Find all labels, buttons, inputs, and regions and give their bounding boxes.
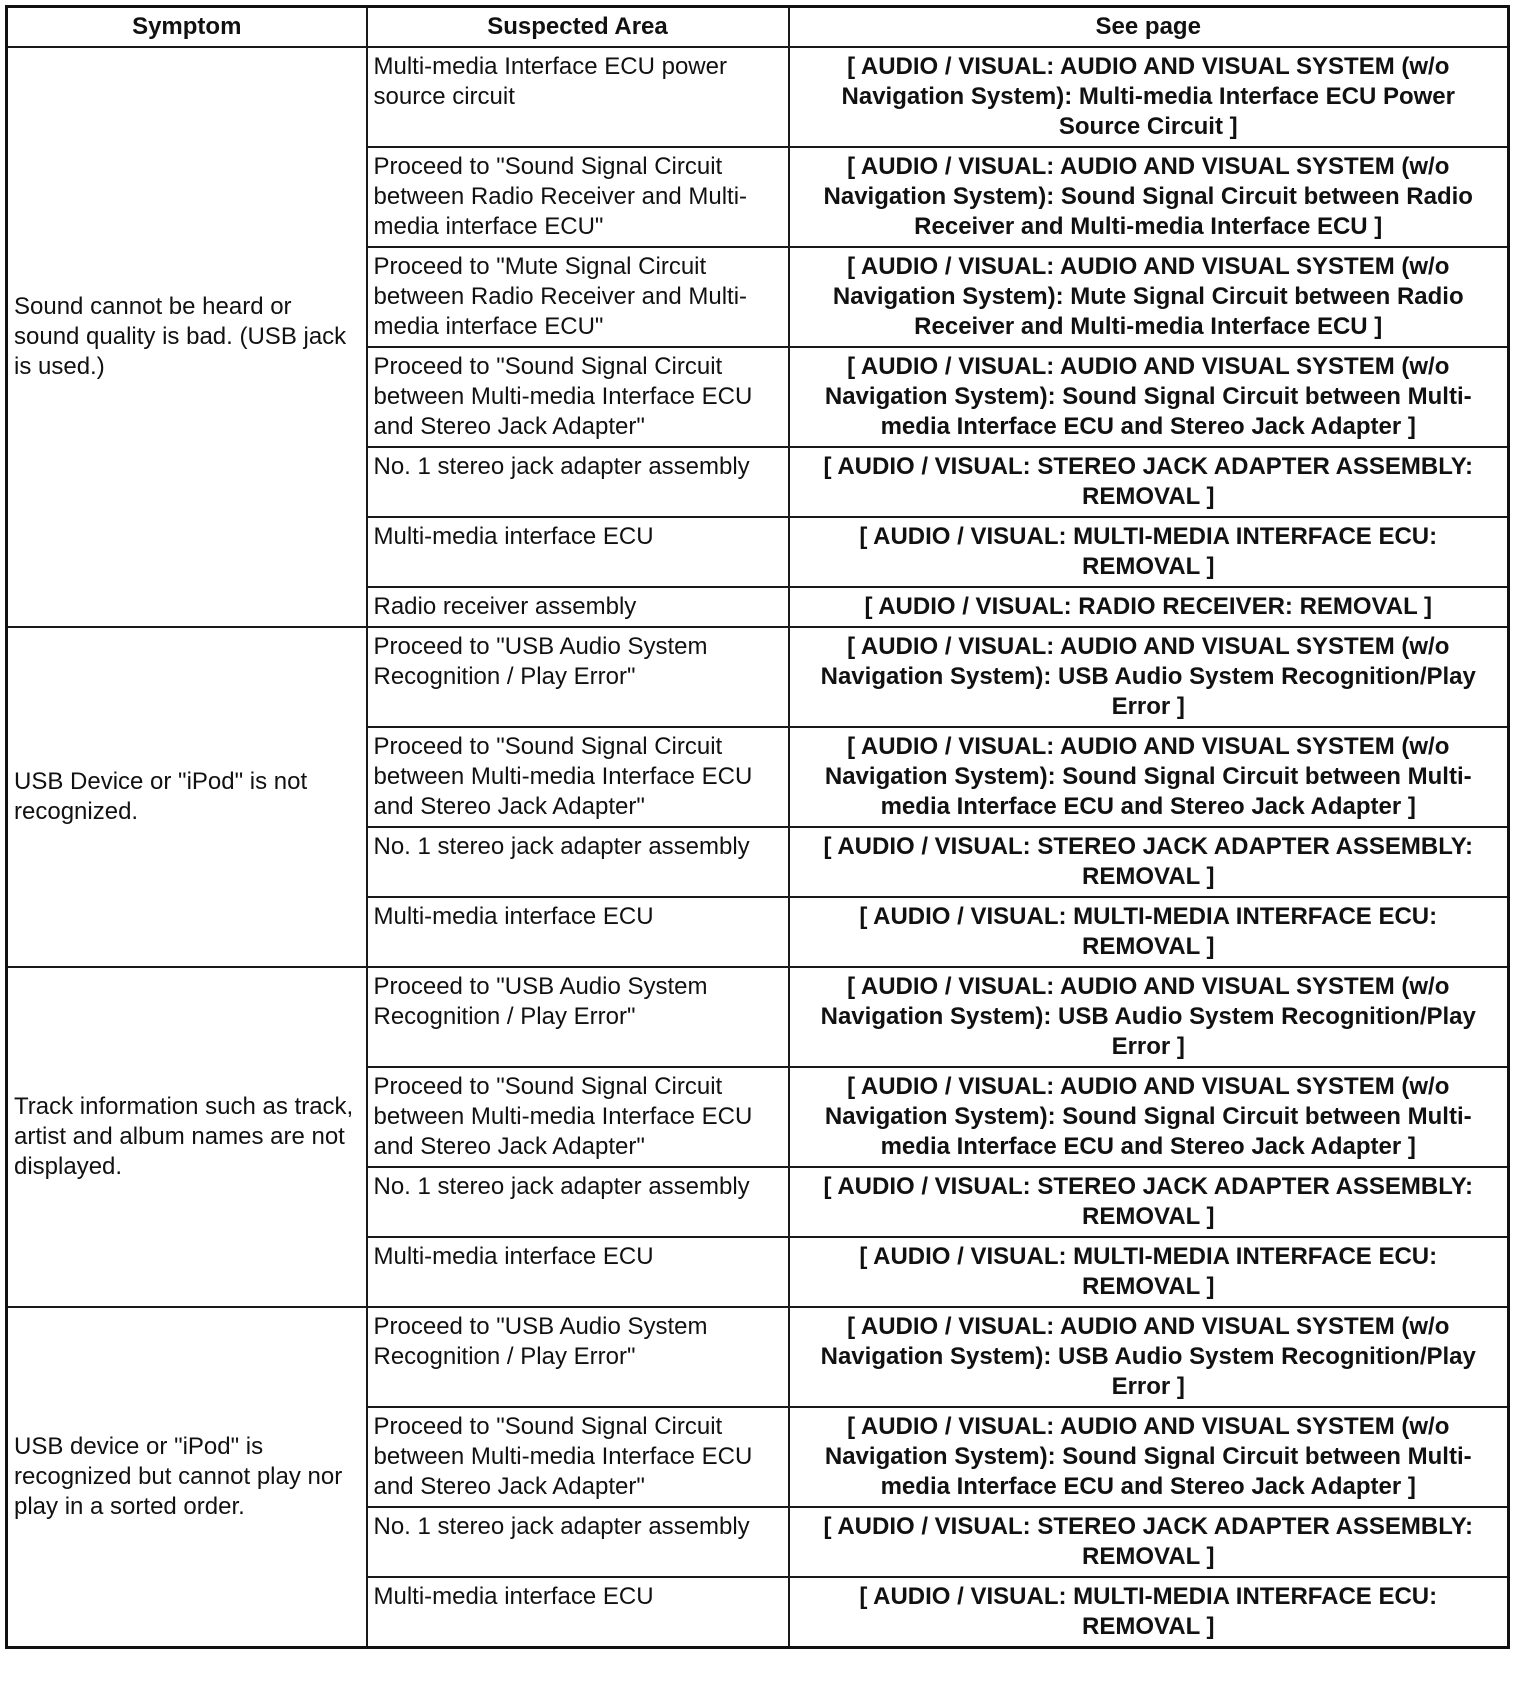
see-page-link[interactable]: [ AUDIO / VISUAL: MULTI-MEDIA INTERFACE ECU: REMOVAL ] xyxy=(859,523,1438,580)
see-page-link[interactable]: [ AUDIO / VISUAL: AUDIO AND VISUAL SYSTEM (w/o Navigation System): Sound Signal Circuit between Multi-media Interface ECU and Stereo Jack Adapter ] xyxy=(824,353,1472,440)
see-page-link[interactable]: [ AUDIO / VISUAL: STEREO JACK ADAPTER ASSEMBLY: REMOVAL ] xyxy=(823,1513,1473,1570)
see-page-link[interactable]: [ AUDIO / VISUAL: STEREO JACK ADAPTER ASSEMBLY: REMOVAL ] xyxy=(823,833,1473,890)
see-page-cell xyxy=(789,347,1509,447)
suspected-area-cell: Proceed to "USB Audio System Recognition / Play Error" xyxy=(367,967,789,1067)
header-see-page: See page xyxy=(789,7,1509,48)
suspected-area-cell: Proceed to "USB Audio System Recognition / Play Error" xyxy=(367,1307,789,1407)
table-header xyxy=(7,7,1509,48)
see-page-link[interactable]: [ AUDIO / VISUAL: MULTI-MEDIA INTERFACE ECU: REMOVAL ] xyxy=(859,1583,1438,1640)
see-page-link[interactable]: [ AUDIO / VISUAL: STEREO JACK ADAPTER ASSEMBLY: REMOVAL ] xyxy=(823,453,1473,510)
table-row xyxy=(7,967,1509,1067)
troubleshooting-table-container xyxy=(5,5,1510,1649)
suspected-area-cell: Proceed to "Sound Signal Circuit between Multi-media Interface ECU and Stereo Jack Adapter" xyxy=(367,727,789,827)
table-row xyxy=(7,47,1509,147)
suspected-area-cell: Proceed to "Sound Signal Circuit between Multi-media Interface ECU and Stereo Jack Adapter" xyxy=(367,1407,789,1507)
see-page-link[interactable]: [ AUDIO / VISUAL: AUDIO AND VISUAL SYSTEM (w/o Navigation System): USB Audio System Recognition/Play Error ] xyxy=(820,973,1476,1060)
suspected-area-cell: Multi-media interface ECU xyxy=(367,897,789,967)
suspected-area-cell: Proceed to "Mute Signal Circuit between Radio Receiver and Multi-media interface ECU" xyxy=(367,247,789,347)
suspected-area-cell: Proceed to "Sound Signal Circuit between Multi-media Interface ECU and Stereo Jack Adapter" xyxy=(367,347,789,447)
see-page-link[interactable]: [ AUDIO / VISUAL: STEREO JACK ADAPTER ASSEMBLY: REMOVAL ] xyxy=(823,1173,1473,1230)
see-page-cell xyxy=(789,1307,1509,1407)
problem-symptoms-table xyxy=(5,5,1510,1649)
suspected-area-cell: No. 1 stereo jack adapter assembly xyxy=(367,1507,789,1577)
header-suspected-area: Suspected Area xyxy=(367,7,789,48)
suspected-area-cell: Multi-media interface ECU xyxy=(367,1577,789,1648)
suspected-area-cell: No. 1 stereo jack adapter assembly xyxy=(367,827,789,897)
see-page-cell xyxy=(789,447,1509,517)
see-page-link[interactable]: [ AUDIO / VISUAL: AUDIO AND VISUAL SYSTEM (w/o Navigation System): Sound Signal Circuit between Multi-media Interface ECU and Stereo Jack Adapter ] xyxy=(824,1073,1472,1160)
suspected-area-cell: Proceed to "Sound Signal Circuit between Radio Receiver and Multi-media interface ECU" xyxy=(367,147,789,247)
see-page-cell xyxy=(789,517,1509,587)
symptom-cell: USB Device or "iPod" is not recognized. xyxy=(7,627,367,967)
see-page-link[interactable]: [ AUDIO / VISUAL: MULTI-MEDIA INTERFACE ECU: REMOVAL ] xyxy=(859,1243,1438,1300)
see-page-cell xyxy=(789,827,1509,897)
see-page-cell xyxy=(789,1237,1509,1307)
see-page-link[interactable]: [ AUDIO / VISUAL: AUDIO AND VISUAL SYSTEM (w/o Navigation System): Sound Signal Circuit between Radio Receiver and Multi-media Interface ECU ] xyxy=(823,153,1473,240)
table-body xyxy=(7,47,1509,1648)
see-page-link[interactable]: [ AUDIO / VISUAL: AUDIO AND VISUAL SYSTEM (w/o Navigation System): Sound Signal Circuit between Multi-media Interface ECU and Stereo Jack Adapter ] xyxy=(824,1413,1472,1500)
see-page-link[interactable]: [ AUDIO / VISUAL: RADIO RECEIVER: REMOVAL ] xyxy=(864,593,1433,620)
see-page-link[interactable]: [ AUDIO / VISUAL: AUDIO AND VISUAL SYSTEM (w/o Navigation System): USB Audio System Recognition/Play Error ] xyxy=(820,1313,1476,1400)
see-page-cell xyxy=(789,1407,1509,1507)
see-page-cell xyxy=(789,587,1509,627)
see-page-cell xyxy=(789,1507,1509,1577)
suspected-area-cell: Proceed to "Sound Signal Circuit between Multi-media Interface ECU and Stereo Jack Adapter" xyxy=(367,1067,789,1167)
header-symptom: Symptom xyxy=(7,7,367,48)
suspected-area-cell: No. 1 stereo jack adapter assembly xyxy=(367,1167,789,1237)
symptom-cell: USB device or "iPod" is recognized but cannot play nor play in a sorted order. xyxy=(7,1307,367,1648)
table-row xyxy=(7,1307,1509,1407)
see-page-cell xyxy=(789,1067,1509,1167)
symptom-cell: Sound cannot be heard or sound quality is bad. (USB jack is used.) xyxy=(7,47,367,627)
suspected-area-cell: Multi-media Interface ECU power source circuit xyxy=(367,47,789,147)
suspected-area-cell: No. 1 stereo jack adapter assembly xyxy=(367,447,789,517)
see-page-link[interactable]: [ AUDIO / VISUAL: AUDIO AND VISUAL SYSTEM (w/o Navigation System): Multi-media Interface ECU Power Source Circuit ] xyxy=(841,53,1455,140)
see-page-link[interactable]: [ AUDIO / VISUAL: MULTI-MEDIA INTERFACE ECU: REMOVAL ] xyxy=(859,903,1438,960)
see-page-cell xyxy=(789,47,1509,147)
see-page-cell xyxy=(789,247,1509,347)
see-page-cell xyxy=(789,1167,1509,1237)
suspected-area-cell: Radio receiver assembly xyxy=(367,587,789,627)
see-page-link[interactable]: [ AUDIO / VISUAL: AUDIO AND VISUAL SYSTEM (w/o Navigation System): Sound Signal Circuit between Multi-media Interface ECU and Stereo Jack Adapter ] xyxy=(824,733,1472,820)
suspected-area-cell: Multi-media interface ECU xyxy=(367,517,789,587)
see-page-link[interactable]: [ AUDIO / VISUAL: AUDIO AND VISUAL SYSTEM (w/o Navigation System): Mute Signal Circuit between Radio Receiver and Multi-media Interface ECU ] xyxy=(832,253,1464,340)
suspected-area-cell: Multi-media interface ECU xyxy=(367,1237,789,1307)
see-page-cell xyxy=(789,147,1509,247)
see-page-cell xyxy=(789,1577,1509,1648)
see-page-cell xyxy=(789,627,1509,727)
see-page-cell xyxy=(789,897,1509,967)
see-page-cell xyxy=(789,967,1509,1067)
table-row xyxy=(7,627,1509,727)
see-page-cell xyxy=(789,727,1509,827)
header-row xyxy=(7,7,1509,48)
symptom-cell: Track information such as track, artist and album names are not displayed. xyxy=(7,967,367,1307)
see-page-link[interactable]: [ AUDIO / VISUAL: AUDIO AND VISUAL SYSTEM (w/o Navigation System): USB Audio System Recognition/Play Error ] xyxy=(820,633,1476,720)
suspected-area-cell: Proceed to "USB Audio System Recognition / Play Error" xyxy=(367,627,789,727)
